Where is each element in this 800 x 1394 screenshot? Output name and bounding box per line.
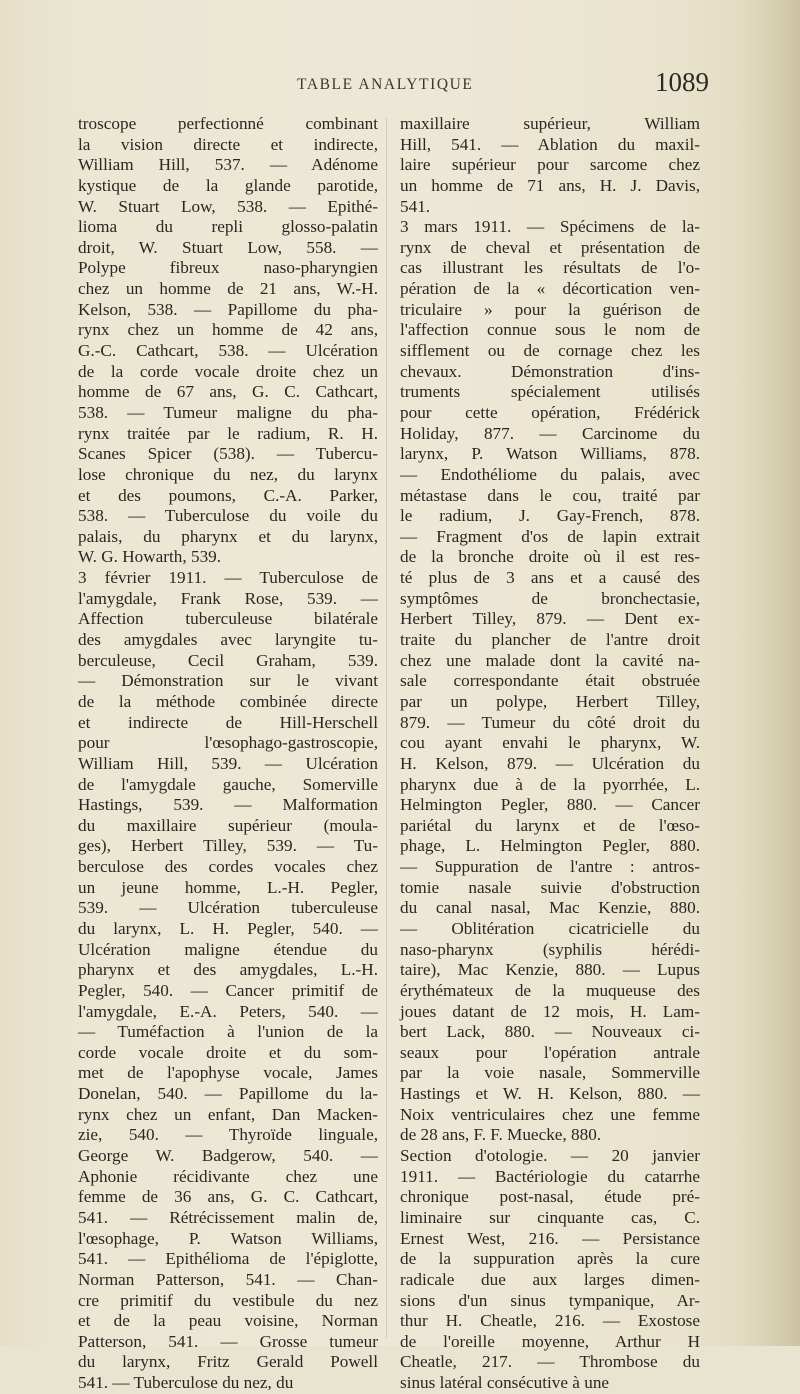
right-column-line: sale correspondante était obstruée (400, 671, 700, 691)
right-column-line: un homme de 71 ans, H. J. Davis, (400, 175, 700, 195)
left-column-line: de l'amygdale gauche, Somerville (78, 774, 378, 794)
right-column-line: joues datant de 12 mois, H. Lam- (400, 1001, 700, 1021)
right-column-line: chevaux. Démonstration d'ins- (400, 361, 700, 381)
right-column-line: — Fragment d'os de lapin extrait (400, 526, 700, 546)
left-column-line: l'amygdale, E.-A. Peters, 540. — (78, 1001, 378, 1021)
left-column-line: 538. — Tuberculose du voile du (78, 506, 378, 526)
left-column-line: berculeuse, Cecil Graham, 539. (78, 650, 378, 670)
running-title: TABLE ANALYTIQUE (297, 76, 474, 93)
right-column-line: 541. (400, 196, 431, 216)
left-column-line: lose chronique du nez, du larynx (78, 464, 378, 484)
right-column-line: pération de la « décortication ven- (400, 279, 700, 299)
right-column-line: Section d'otologie. — 20 janvier (400, 1146, 700, 1166)
right-column-line: l'affection connue sous le nom de (400, 320, 700, 340)
left-column-line: rynx chez un homme de 42 ans, (78, 320, 378, 340)
left-column-line: corde vocale droite et du som- (78, 1042, 378, 1062)
left-column-line: Hastings, 539. — Malformation (78, 795, 378, 815)
left-column-line: de la méthode combinée directe (78, 691, 378, 711)
left-column-line: — Démonstration sur le vivant (78, 671, 378, 691)
right-column-line: chronique post-nasal, étude pré- (400, 1187, 700, 1207)
page-number: 1089 (655, 67, 709, 97)
left-column-line: George W. Badgerow, 540. — (78, 1146, 378, 1166)
left-column-line: troscope perfectionné combinant (78, 114, 378, 133)
right-column (400, 114, 700, 1394)
right-column-line: H. Kelson, 879. — Ulcération du (400, 753, 700, 773)
right-column-line: taire), Mac Kenzie, 880. — Lupus (400, 960, 700, 980)
right-column-line: té plus de 3 ans et a causé des (400, 568, 700, 588)
right-column-line: de l'oreille moyenne, Arthur H (400, 1331, 700, 1351)
right-column-line: pour cette opération, Frédérick (400, 402, 700, 422)
left-column-line: 3 février 1911. — Tuberculose de (78, 568, 378, 588)
left-column-line: Kelson, 538. — Papillome du pha- (78, 299, 378, 319)
left-column-line: du larynx, L. H. Pegler, 540. — (78, 918, 378, 938)
right-column-line: cou ayant envahi le pharynx, W. (400, 733, 700, 753)
left-column-line: cre primitif du vestibule du nez (78, 1290, 378, 1310)
right-column-line: le radium, J. Gay-French, 878. (400, 506, 700, 526)
right-column-line: thur H. Cheatle, 216. — Exostose (400, 1311, 700, 1331)
right-column-line: par un polype, Herbert Tilley, (400, 691, 700, 711)
left-column-line: Aphonie récidivante chez une (78, 1166, 378, 1186)
left-column-line: berculose des cordes vocales chez (78, 857, 378, 877)
right-column-line: Noix ventriculaires chez une femme (400, 1104, 700, 1124)
right-column-line: Holiday, 877. — Carcinome du (400, 423, 700, 443)
right-column-line: de la bronche droite où il est res- (400, 547, 700, 567)
right-column-line: par la voie nasale, Sommerville (400, 1063, 700, 1083)
right-column-line: Cheatle, 217. — Thrombose du (400, 1352, 700, 1372)
left-column-line: Norman Patterson, 541. — Chan- (78, 1269, 378, 1289)
right-column-line: phage, L. Helmington Pegler, 880. (400, 836, 700, 856)
right-column-line: — Oblitération cicatricielle du (400, 918, 700, 938)
left-column-line: met de l'apophyse vocale, James (78, 1063, 378, 1083)
left-column-line: Ulcération maligne étendue du (78, 939, 378, 959)
right-column-line: symptômes de bronchectasie, (400, 588, 700, 608)
left-column-line: Polype fibreux naso-pharyngien (78, 258, 378, 278)
right-column-line: larynx, P. Watson Williams, 878. (400, 444, 700, 464)
right-column-line: 879. — Tumeur du côté droit du (400, 712, 700, 732)
left-column-line: pharynx et des amygdales, L.-H. (78, 960, 378, 980)
right-column-line: bert Lack, 880. — Nouveaux ci- (400, 1022, 700, 1042)
left-column-line: 541. — Epithélioma de l'épiglotte, (78, 1249, 378, 1269)
right-column-line: pharynx due à de la pyorrhée, L. (400, 774, 700, 794)
left-column-line: la vision directe et indirecte, (78, 134, 378, 154)
left-column-line: — Tuméfaction à l'union de la (78, 1022, 378, 1042)
right-column-line: liminaire sur cinquante cas, C. (400, 1207, 700, 1227)
page-edge-shadow (740, 0, 800, 1346)
right-column-line: cas illustrant les résultats de l'o- (400, 258, 700, 278)
left-column-line: et de la peau voisine, Norman (78, 1311, 378, 1331)
right-column-line: naso-pharynx (syphilis hérédi- (400, 939, 700, 959)
right-column-line: sinus latéral consécutive à une (400, 1373, 610, 1393)
right-column-line: radicale due aux larges dimen- (400, 1269, 700, 1289)
left-column-line: droit, W. Stuart Low, 558. — (78, 237, 378, 257)
right-column-line: Herbert Tilley, 879. — Dent ex- (400, 609, 700, 629)
left-column-line: un jeune homme, L.-H. Pegler, (78, 877, 378, 897)
left-column-line: Donelan, 540. — Papillome du la- (78, 1084, 378, 1104)
left-column-line: G.-C. Cathcart, 538. — Ulcération (78, 341, 378, 361)
left-column-line: rynx chez un enfant, Dan Macken- (78, 1104, 378, 1124)
left-column-line: des amygdales avec laryngite tu- (78, 630, 378, 650)
right-column-line: — Suppuration de l'antre : antros- (400, 857, 700, 877)
left-column-line: W. Stuart Low, 538. — Epithé- (78, 196, 378, 216)
left-column-line: Pegler, 540. — Cancer primitif de (78, 980, 378, 1000)
right-column-line: métastase dans le cou, traité par (400, 485, 700, 505)
left-column-line: 541. — Rétrécissement malin de, (78, 1207, 378, 1227)
left-column-line: et indirecte de Hill-Herschell (78, 712, 378, 732)
right-column-line: Hill, 541. — Ablation du maxil- (400, 134, 700, 154)
right-column-line: du canal nasal, Mac Kenzie, 880. (400, 898, 700, 918)
left-column-line: chez un homme de 21 ans, W.-H. (78, 279, 378, 299)
right-column-line: pariétal du larynx et de l'œso- (400, 815, 700, 835)
right-column-line: tomie nasale suivie d'obstruction (400, 877, 700, 897)
right-column-line: seaux pour l'opération antrale (400, 1042, 700, 1062)
right-column-line: chez une malade dont la cavité na- (400, 650, 700, 670)
left-column-line: de la corde vocale droite chez un (78, 361, 378, 381)
left-column-line: l'amygdale, Frank Rose, 539. — (78, 588, 378, 608)
page-header (0, 62, 800, 102)
right-column-line: rynx de cheval et présentation de (400, 237, 700, 257)
left-column-line: Affection tuberculeuse bilatérale (78, 609, 378, 629)
left-column-line: William Hill, 539. — Ulcération (78, 753, 378, 773)
right-column-line: laire supérieur pour sarcome chez (400, 155, 700, 175)
left-column-line: zie, 540. — Thyroïde linguale, (78, 1125, 378, 1145)
left-column-line: et des poumons, C.-A. Parker, (78, 485, 378, 505)
left-column-line: pour l'œsophago-gastroscopie, (78, 733, 378, 753)
left-column-line: Scanes Spicer (538). — Tubercu- (78, 444, 378, 464)
right-column-line: triculaire » pour la guérison de (400, 299, 700, 319)
right-column-line: sifflement ou de cornage chez les (400, 341, 700, 361)
left-column-line: du larynx, Fritz Gerald Powell (78, 1352, 378, 1372)
left-column-line: lioma du repli glosso-palatin (78, 217, 378, 237)
right-column-line: maxillaire supérieur, William (400, 114, 700, 133)
left-column-line: W. G. Howarth, 539. (78, 547, 222, 567)
left-column-line: ges), Herbert Tilley, 539. — Tu- (78, 836, 378, 856)
left-column-line: Patterson, 541. — Grosse tumeur (78, 1331, 378, 1351)
left-column-line: kystique de la glande parotide, (78, 175, 378, 195)
right-column-line: Ernest West, 216. — Persistance (400, 1228, 700, 1248)
left-column-line: l'œsophage, P. Watson Williams, (78, 1228, 378, 1248)
right-column-line: — Endothéliome du palais, avec (400, 464, 700, 484)
right-column-line: 1911. — Bactériologie du catarrhe (400, 1166, 700, 1186)
right-column-line: Helmington Pegler, 880. — Cancer (400, 795, 700, 815)
left-column (78, 114, 378, 1394)
right-column-line: 3 mars 1911. — Spécimens de la- (400, 217, 700, 237)
right-column-line: de 28 ans, F. F. Muecke, 880. (400, 1125, 602, 1145)
left-column-line: femme de 36 ans, G. C. Cathcart, (78, 1187, 378, 1207)
left-column-line: 538. — Tumeur maligne du pha- (78, 402, 378, 422)
right-column-line: de la suppuration après la cure (400, 1249, 700, 1269)
left-column-line: du maxillaire supérieur (moula- (78, 815, 378, 835)
column-gutter (386, 118, 387, 1338)
left-column-line: homme de 67 ans, G. C. Cathcart, (78, 382, 378, 402)
right-column-line: Hastings et W. H. Kelson, 880. — (400, 1084, 700, 1104)
right-column-line: sions d'un sinus tympanique, Ar- (400, 1290, 700, 1310)
right-column-line: traite du plancher de l'antre droit (400, 630, 700, 650)
left-column-line: 541. — Tuberculose du nez, du (78, 1373, 294, 1393)
right-column-line: truments spécialement utilisés (400, 382, 700, 402)
left-column-line: 539. — Ulcération tuberculeuse (78, 898, 378, 918)
left-column-line: rynx traitée par le radium, R. H. (78, 423, 378, 443)
right-column-line: érythémateux de la muqueuse des (400, 980, 700, 1000)
left-column-line: William Hill, 537. — Adénome (78, 155, 378, 175)
left-column-line: palais, du pharynx et du larynx, (78, 526, 378, 546)
